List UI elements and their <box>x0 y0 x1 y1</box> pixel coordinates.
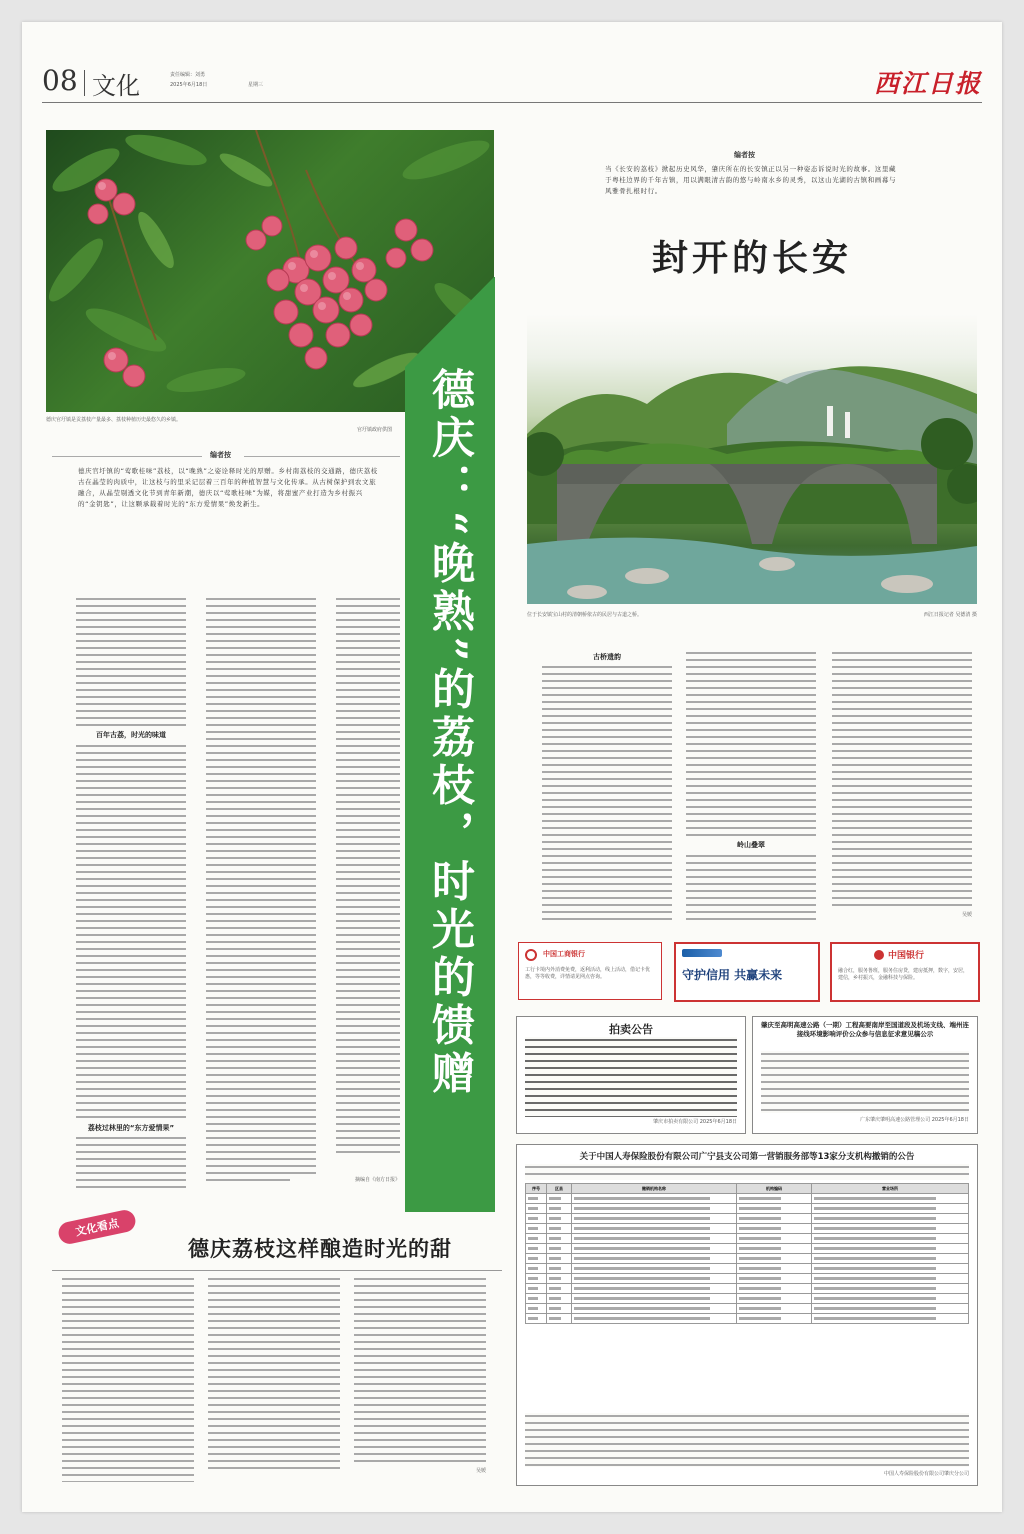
table-cell <box>737 1224 812 1234</box>
table-row <box>526 1214 969 1224</box>
illegible-text-bar <box>739 1277 781 1280</box>
litchi-photo-credit: 官圩镇政府供图 <box>356 427 392 433</box>
illegible-text-bar <box>574 1217 710 1220</box>
table-cell <box>572 1194 737 1204</box>
table-cell <box>526 1274 547 1284</box>
illegible-text-bar <box>528 1257 538 1260</box>
right-feature-top <box>527 130 977 330</box>
insurance-notice-intro <box>525 1164 969 1180</box>
left-article-byline: 摘编自《南方日报》 <box>290 1177 400 1184</box>
boc-ad-text: 融合红，服务鲁班，服务住房贷，建房抵押，数字，安居，建信，乡村振兴，金融科技与保险。 <box>838 968 969 981</box>
insurance-table <box>525 1183 969 1324</box>
illegible-text-bar <box>574 1287 710 1290</box>
table-cell <box>812 1264 969 1274</box>
table-cell <box>812 1194 969 1204</box>
illegible-text-bar <box>549 1307 561 1310</box>
table-cell <box>737 1314 812 1324</box>
left-article-title-text: 德庆：“晚熟”的荔枝，时光的馈赠 <box>425 367 475 1099</box>
illegible-text-bar <box>814 1217 936 1220</box>
auction-title: 拍卖公告 <box>609 1023 653 1036</box>
bridge-photo-credit: 西江日报记者 吴德清 摄 <box>923 612 977 618</box>
illegible-text-bar <box>549 1317 561 1320</box>
highway-footer: 广东肇庆肇明高速公路管理公司 2025年6月18日 <box>860 1117 969 1123</box>
table-row <box>526 1254 969 1264</box>
illegible-text-bar <box>814 1257 936 1260</box>
right-lead-label: 编者按 <box>734 151 755 159</box>
illegible-text-bar <box>739 1297 781 1300</box>
illegible-text-bar <box>549 1237 561 1240</box>
culture-badge-label: 文化看点 <box>74 1216 120 1239</box>
illegible-text-bar <box>549 1207 561 1210</box>
table-cell <box>526 1224 547 1234</box>
table-cell <box>812 1214 969 1224</box>
illegible-text-bar <box>739 1237 781 1240</box>
illegible-text-bar <box>814 1227 936 1230</box>
table-cell <box>547 1234 572 1244</box>
illegible-text-bar <box>739 1267 781 1270</box>
masthead <box>42 64 982 108</box>
date-line: 2025年6月18日 <box>170 82 208 88</box>
culture-col-3 <box>354 1276 486 1462</box>
illegible-text-bar <box>814 1297 936 1300</box>
left-article-title <box>412 367 488 1167</box>
illegible-text-bar <box>574 1227 710 1230</box>
illegible-text-bar <box>814 1287 936 1290</box>
table-cell <box>547 1204 572 1214</box>
table-row <box>526 1294 969 1304</box>
table-cell <box>547 1244 572 1254</box>
table-header: 撤销机构名称 <box>572 1184 737 1194</box>
table-cell <box>547 1254 572 1264</box>
masthead-rule <box>42 102 982 103</box>
illegible-text-bar <box>528 1217 538 1220</box>
table-cell <box>547 1264 572 1274</box>
illegible-text-bar <box>549 1267 561 1270</box>
right-article-col-2 <box>686 650 816 920</box>
table-cell <box>526 1204 547 1214</box>
icbc-ad-text: 工行卡境内外消费免费，返利活动，线上活动，借记卡优惠，等等收费，详情请见网点咨询。 <box>525 967 651 980</box>
illegible-text-bar <box>574 1247 710 1250</box>
left-lead-text: 德庆官圩镇的“莺歌桂味”荔枝，以“晚熟”之姿诠释时光的厚赠。乡村南荔枝的交通路，德庆荔枝古在晶莹的肉质中，让这枝与的里采记层着三百年的种植智慧与文化传承。从古树保护到农文旅融合，从晶莹剔透文化节到青年新潮，德庆以“莺歌桂味”为媒，将甜蜜产业打造为乡村振兴的“金钥匙”，让这颗承载着时光的“东方爱情果”焕发新生。 <box>78 467 378 508</box>
illegible-text-bar <box>814 1307 936 1310</box>
illegible-text-bar <box>528 1307 538 1310</box>
insurance-logo-icon <box>682 949 722 957</box>
paper-logo: 西江日报 <box>873 69 982 98</box>
illegible-text-bar <box>528 1197 538 1200</box>
table-cell <box>737 1304 812 1314</box>
culture-badge <box>57 1208 138 1246</box>
auction-notice <box>516 1016 746 1134</box>
insurance-table-body <box>526 1194 969 1324</box>
table-row <box>526 1204 969 1214</box>
table-cell <box>526 1264 547 1274</box>
illegible-text-bar <box>739 1217 781 1220</box>
table-cell <box>812 1314 969 1324</box>
right-subhead-2: 岭山叠翠 <box>686 840 816 850</box>
left-article-col-2 <box>206 596 316 1184</box>
table-cell <box>737 1194 812 1204</box>
table-cell <box>526 1254 547 1264</box>
illegible-text-bar <box>549 1217 561 1220</box>
table-cell <box>737 1284 812 1294</box>
illegible-text-bar <box>739 1197 781 1200</box>
table-cell <box>812 1254 969 1264</box>
stone-bridge-illustration <box>527 314 977 604</box>
illegible-text-bar <box>739 1307 781 1310</box>
table-cell <box>572 1214 737 1224</box>
table-cell <box>812 1224 969 1234</box>
table-cell <box>547 1314 572 1324</box>
illegible-text-bar <box>814 1207 936 1210</box>
auction-body <box>525 1037 737 1117</box>
illegible-text-bar <box>739 1287 781 1290</box>
table-row <box>526 1314 969 1324</box>
culture-col-1 <box>62 1276 194 1482</box>
illegible-text-bar <box>549 1277 561 1280</box>
left-lead-box <box>52 442 400 590</box>
table-cell <box>737 1204 812 1214</box>
table-header: 序号 <box>526 1184 547 1194</box>
illegible-text-bar <box>814 1197 936 1200</box>
illegible-text-bar <box>814 1277 936 1280</box>
table-cell <box>572 1244 737 1254</box>
illegible-text-bar <box>528 1207 538 1210</box>
illegible-text-bar <box>528 1297 538 1300</box>
illegible-text-bar <box>739 1227 781 1230</box>
boc-logo-icon <box>874 950 884 960</box>
table-cell <box>526 1194 547 1204</box>
table-cell <box>737 1234 812 1244</box>
illegible-text-bar <box>739 1257 781 1260</box>
table-cell <box>547 1294 572 1304</box>
table-cell <box>737 1244 812 1254</box>
page-number: 08 <box>42 64 78 97</box>
table-cell <box>547 1304 572 1314</box>
table-row <box>526 1234 969 1244</box>
illegible-text-bar <box>528 1267 538 1270</box>
illegible-text-bar <box>549 1197 561 1200</box>
table-cell <box>572 1254 737 1264</box>
litchi-photo-caption: 德庆官圩镇是贡荔枝产量最多、荔枝种植历史最悠久的乡镇。 <box>46 417 182 423</box>
icbc-ad <box>518 942 662 1000</box>
table-header: 营业场所 <box>812 1184 969 1194</box>
illegible-text-bar <box>574 1237 710 1240</box>
table-cell <box>526 1234 547 1244</box>
culture-col-2 <box>208 1276 340 1472</box>
illegible-text-bar <box>574 1307 710 1310</box>
insurance-notice-notes <box>525 1413 969 1467</box>
illegible-text-bar <box>814 1267 936 1270</box>
table-cell <box>572 1224 737 1234</box>
bridge-photo <box>527 314 977 604</box>
table-cell <box>526 1214 547 1224</box>
right-subhead-1: 古桥遗韵 <box>542 652 672 662</box>
auction-footer: 肇庆市拍卖有限公司 2025年6月18日 <box>653 1119 737 1125</box>
table-row <box>526 1304 969 1314</box>
icbc-bank-name: 中国工商银行 <box>543 950 585 958</box>
illegible-text-bar <box>739 1247 781 1250</box>
table-cell <box>572 1274 737 1284</box>
table-cell <box>737 1274 812 1284</box>
left-article-col-1 <box>76 596 186 1192</box>
table-row <box>526 1194 969 1204</box>
illegible-text-bar <box>528 1287 538 1290</box>
table-row <box>526 1284 969 1294</box>
table-cell <box>547 1224 572 1234</box>
culture-column-title: 德庆荔枝这样酿造时光的甜 <box>188 1237 452 1261</box>
table-cell <box>572 1304 737 1314</box>
left-subhead-2: 荔枝过林里的“东方爱情果” <box>76 1123 186 1133</box>
illegible-text-bar <box>549 1257 561 1260</box>
illegible-text-bar <box>574 1197 710 1200</box>
illegible-text-bar <box>574 1207 710 1210</box>
illegible-text-bar <box>814 1317 936 1320</box>
illegible-text-bar <box>549 1287 561 1290</box>
table-cell <box>812 1244 969 1254</box>
bridge-photo-caption: 位于长安镇宝山村的清朝桥依古的民居与古道之桥。 <box>527 612 643 618</box>
right-article-col-1 <box>542 650 672 920</box>
table-cell <box>572 1234 737 1244</box>
table-cell <box>737 1294 812 1304</box>
right-article-byline: 吴媛 <box>922 912 972 919</box>
weekday-line: 星期三 <box>248 82 264 88</box>
left-lead-label: 编者按 <box>210 451 231 459</box>
highway-body <box>761 1051 969 1113</box>
illegible-text-bar <box>574 1277 710 1280</box>
table-cell <box>812 1204 969 1214</box>
insurance-table-wrap <box>525 1183 969 1324</box>
table-cell <box>547 1194 572 1204</box>
illegible-text-bar <box>528 1227 538 1230</box>
table-row <box>526 1244 969 1254</box>
right-article-col-3 <box>832 650 972 910</box>
illegible-text-bar <box>739 1317 781 1320</box>
masthead-divider <box>84 70 85 96</box>
insurance-notice <box>516 1144 978 1486</box>
table-row <box>526 1264 969 1274</box>
illegible-text-bar <box>528 1237 538 1240</box>
table-cell <box>526 1314 547 1324</box>
illegible-text-bar <box>549 1297 561 1300</box>
boc-ad <box>830 942 980 1002</box>
lead-box-rule-right <box>244 456 400 457</box>
illegible-text-bar <box>574 1317 710 1320</box>
illegible-text-bar <box>528 1247 538 1250</box>
insurance-notice-footer: 中国人寿保险股份有限公司肇庆分公司 <box>883 1471 969 1477</box>
illegible-text-bar <box>528 1277 538 1280</box>
culture-title-rule <box>52 1270 502 1271</box>
culture-byline: 吴媛 <box>475 1468 486 1474</box>
illegible-text-bar <box>549 1247 561 1250</box>
section-name: 文化 <box>92 72 140 100</box>
table-cell <box>737 1254 812 1264</box>
highway-title: 肇庆至高明高速公路（一期）工程高要南岸至国道段及机场支线、端州连接线环境影响评价公众参与信息征求意见稿公示 <box>761 1021 969 1038</box>
table-cell <box>737 1214 812 1224</box>
highway-notice <box>752 1016 978 1134</box>
table-row <box>526 1274 969 1284</box>
illegible-text-bar <box>814 1247 936 1250</box>
illegible-text-bar <box>549 1227 561 1230</box>
table-cell <box>547 1274 572 1284</box>
table-cell <box>526 1244 547 1254</box>
table-cell <box>526 1284 547 1294</box>
insurance-notice-title: 关于中国人寿保险股份有限公司广宁县支公司第一营销服务部等13家分支机构撤销的公告 <box>579 1152 915 1162</box>
table-cell <box>572 1294 737 1304</box>
insurance-slogan: 守护信用 共赢未来 <box>682 968 783 982</box>
right-feature-title: 封开的长安 <box>651 237 852 279</box>
table-cell <box>526 1294 547 1304</box>
table-cell <box>526 1304 547 1314</box>
table-cell <box>572 1264 737 1274</box>
table-cell <box>812 1284 969 1294</box>
table-header: 机构编码 <box>737 1184 812 1194</box>
table-cell <box>572 1284 737 1294</box>
table-header: 区县 <box>547 1184 572 1194</box>
illegible-text-bar <box>574 1257 710 1260</box>
table-cell <box>572 1204 737 1214</box>
table-cell <box>812 1274 969 1284</box>
table-cell <box>572 1314 737 1324</box>
left-subhead-1: 百年古荔，时光的味道 <box>76 730 186 740</box>
lead-box-rule-left <box>52 456 202 457</box>
newspaper-page <box>22 22 1002 1512</box>
illegible-text-bar <box>739 1207 781 1210</box>
table-cell <box>812 1234 969 1244</box>
illegible-text-bar <box>528 1317 538 1320</box>
editor-line: 责任编辑：刘勇 <box>170 72 206 78</box>
left-article-col-3 <box>336 596 400 1154</box>
icbc-logo-icon <box>525 949 537 961</box>
table-cell <box>547 1214 572 1224</box>
illegible-text-bar <box>574 1267 710 1270</box>
table-cell <box>812 1294 969 1304</box>
right-lead-text: 当《长安的荔枝》掀起历史风华，肇庆所在的长安镇正以另一种姿态诉说时光的故事。这里藏于粤桂边界的千年古镇，用以满眼清古韵的悠与岭南水乡的灵秀，以这山光湖的古镇和画幕与风雅骨扎根时行。 <box>605 165 897 195</box>
table-cell <box>737 1264 812 1274</box>
table-cell <box>547 1284 572 1294</box>
table-row <box>526 1224 969 1234</box>
illegible-text-bar <box>814 1237 936 1240</box>
table-cell <box>812 1304 969 1314</box>
boc-bank-name: 中国银行 <box>888 951 925 961</box>
insurance-ad <box>674 942 820 1002</box>
illegible-text-bar <box>574 1297 710 1300</box>
